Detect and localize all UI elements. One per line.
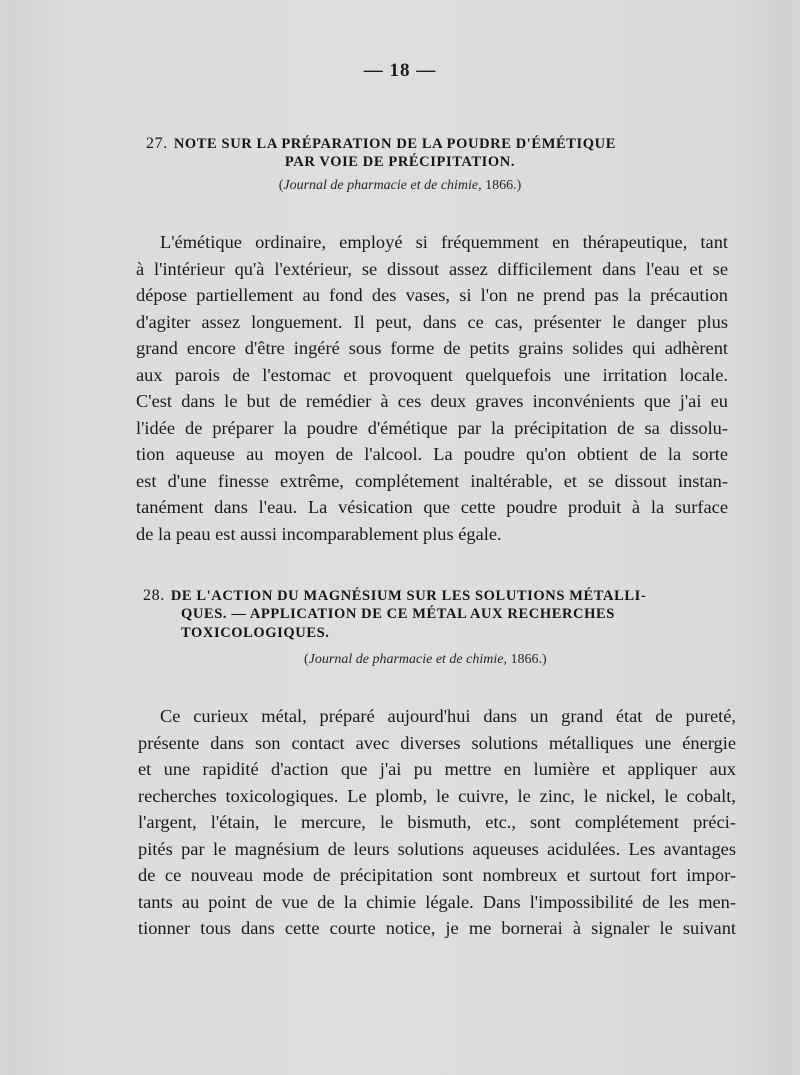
section-27-line: tion aqueuse au moyen de l'alcool. La poudre qu'on obtient de la sorte (136, 444, 728, 464)
section-28-line: de ce nouveau mode de précipitation sont nombreux et surtout fort impor- (138, 865, 736, 885)
section-28-source-journal: Journal de pharmacie et de chimie, (308, 652, 507, 667)
section-28-line: tionner tous dans cette courte notice, je me bornerai à signaler le suivant (138, 918, 736, 938)
section-27-heading (146, 134, 738, 154)
section-28-title-line-3: TOXICOLOGIQUES. (181, 625, 330, 641)
section-27-line: tanément dans l'eau. La vésication que cette poudre produit à la surface (136, 497, 728, 517)
section-28-line: recherches toxicologiques. Le plomb, le cuivre, le zinc, le nickel, le cobalt, (138, 785, 736, 806)
section-27-source-year: 1866.) (481, 178, 522, 193)
section-28-title-line-2: QUES. — APPLICATION DE CE MÉTAL AUX RECHERCHES (181, 606, 615, 622)
section-27-line: à l'intérieur qu'à l'extérieur, se dissout assez difficilement dans l'eau et se (136, 258, 728, 279)
section-28-source (304, 652, 744, 668)
section-28-line: présente dans son contact avec diverses solutions métalliques une énergie (138, 732, 736, 753)
section-27-line: grand encore d'être ingéré sous forme de petits grains solides qui adhèrent (136, 338, 728, 358)
section-28-source-open: ( (304, 652, 309, 667)
page-number: — 18 — (363, 60, 437, 81)
section-28-number: 28. (143, 587, 165, 604)
section-27-title-line-2: PAR VOIE DE PRÉCIPITATION. (284, 154, 516, 170)
section-28-line: l'argent, l'étain, le mercure, le bismuth, etc., sont complétement préci- (138, 812, 736, 832)
section-27-line: l'idée de préparer la poudre d'émétique par la précipitation de sa dissolu- (136, 417, 728, 438)
section-28-source-year: 1866.) (506, 652, 547, 667)
section-27-source-journal: Journal de pharmacie et de chimie, (283, 178, 482, 193)
section-27-number: 27. (146, 135, 168, 152)
section-27-line: de la peau est aussi incomparablement plus égale. (136, 523, 502, 544)
section-28-line: et une rapidité d'action que j'ai pu mettre en lumière et appliquer aux (138, 759, 736, 779)
section-27-line: est d'une finesse extrême, complétement inaltérable, et se dissout instan- (136, 470, 728, 491)
section-27-source (0, 178, 800, 194)
section-27-line: d'agiter assez longuement. Il peut, dans ce cas, présenter le danger plus (136, 311, 728, 332)
section-28-body (138, 703, 736, 942)
section-27-title-line-1: NOTE SUR LA PRÉPARATION DE LA POUDRE D'ÉMÉTIQUE (173, 136, 616, 152)
section-28-title-line-1: DE L'ACTION DU MAGNÉSIUM SUR LES SOLUTIONS MÉTALLI- (170, 588, 647, 604)
section-27-line: L'émétique ordinaire, employé si fréquemment en thérapeutique, tant (160, 232, 728, 252)
section-28-title-line-2-wrap (181, 605, 737, 624)
section-27-line: aux parois de l'estomac et provoquent quelquefois une irritation locale. (136, 364, 728, 385)
section-27-line: C'est dans le but de remédier à ces deux graves inconvénients que j'ai eu (136, 391, 728, 411)
section-28-line: tants au point de vue de la chimie légale. Dans l'impossibilité de les men- (138, 891, 736, 912)
section-27-source-open: ( (278, 178, 284, 193)
section-28-heading (143, 586, 737, 606)
section-27-line: dépose partiellement au fond des vases, si l'on ne prend pas la précaution (136, 285, 728, 305)
section-27-title-line-2-wrap (0, 153, 800, 172)
section-28-line: pités par le magnésium de leurs solutions aqueuses acidulées. Les avantages (138, 838, 736, 859)
section-28-line: Ce curieux métal, préparé aujourd'hui dans un grand état de pureté, (160, 706, 736, 726)
section-28-title-line-3-wrap (181, 624, 737, 643)
section-27-body (136, 229, 728, 547)
